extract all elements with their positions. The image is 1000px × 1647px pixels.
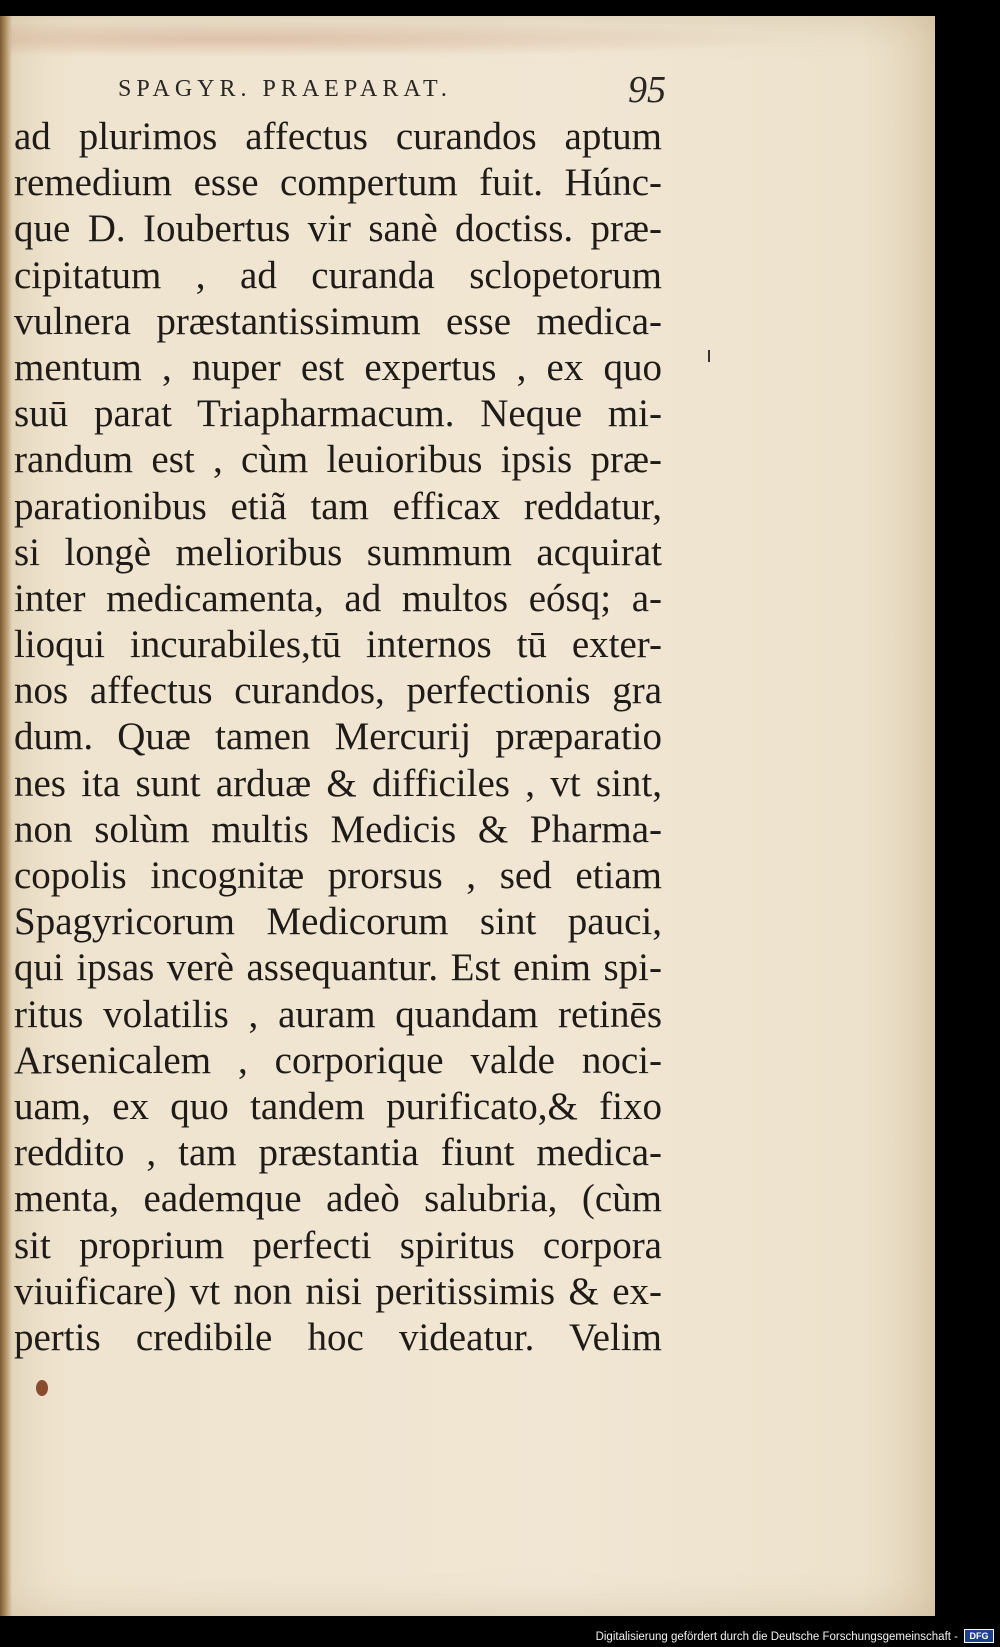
text-line: remedium esse compertum fuit. Húnc-: [14, 161, 662, 205]
text-line: Arsenicalem , corporique valde noci-: [14, 1038, 662, 1082]
text-line: si longè melioribus summum acquirat: [14, 530, 662, 574]
margin-mark: [708, 350, 710, 362]
text-line: menta, eademque adeò salubria, (cùm: [14, 1177, 662, 1221]
text-line: que D. Ioubertus vir sanè doctiss. præ-: [14, 207, 662, 251]
running-head: [118, 68, 688, 116]
text-line: sit proprium perfecti spiritus corpora: [14, 1223, 662, 1267]
text-line: randum est , cùm leuioribus ipsis præ-: [14, 438, 662, 482]
text-line: uam, ex quo tandem purificato,& fixo: [14, 1084, 662, 1128]
text-line: viuificare) vt non nisi peritissimis & ex-: [14, 1269, 662, 1313]
text-line: qui ipsas verè assequantur. Est enim spi-: [14, 946, 662, 990]
page-number: 95: [628, 69, 666, 111]
text-line: reddito , tam præstantia fiunt medica-: [14, 1131, 662, 1175]
text-line: mentum , nuper est expertus , ex quo: [14, 345, 662, 389]
footer-bar: [0, 1623, 1000, 1647]
text-line: inter medicamenta, ad multos eósq; a-: [14, 576, 662, 620]
text-line: dum. Quæ tamen Mercurij præparatio: [14, 715, 662, 759]
top-edge-stain: [10, 22, 770, 56]
dfg-logo: DFG: [964, 1629, 994, 1643]
text-line: vulnera præstantissimum esse medica-: [14, 299, 662, 343]
text-line: cipitatum , ad curanda sclopetorum: [14, 253, 662, 297]
running-head-title: SPAGYR. PRAEPARAT.: [118, 76, 452, 102]
text-line: suū parat Triapharmacum. Neque mi-: [14, 392, 662, 436]
text-line: lioqui incurabiles,tū internos tū exter-: [14, 623, 662, 667]
text-line: nos affectus curandos, perfectionis gra: [14, 669, 662, 713]
ink-spot: [36, 1380, 48, 1396]
body-text: [8, 114, 668, 1361]
text-line: parationibus etiã tam efficax reddatur,: [14, 484, 662, 528]
funding-credit: Digitalisierung gefördert durch die Deutsche Forschungsgemeinschaft -: [595, 1631, 958, 1643]
text-line: ad plurimos affectus curandos aptum: [14, 115, 662, 158]
text-line: nes ita sunt arduæ & difficiles , vt sint,: [14, 761, 662, 805]
text-line: ritus volatilis , auram quandam retinēs: [14, 992, 662, 1036]
text-line: pertis credibile hoc videatur. Velim: [14, 1315, 662, 1359]
text-line: non solùm multis Medicis & Pharma-: [14, 807, 662, 851]
text-line: Spagyricorum Medicorum sint pauci,: [14, 900, 662, 944]
text-line: copolis incognitæ prorsus , sed etiam: [14, 854, 662, 897]
